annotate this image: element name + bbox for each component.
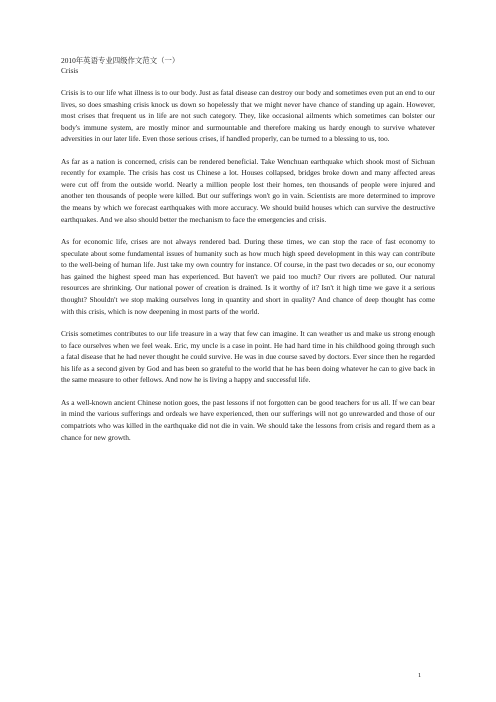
document-heading: 2010年英语专业四级作文范文（一）: [61, 56, 180, 65]
paragraph-3: As for economic life, crises are not always rendered bad. During these times, we can stop the race of fast economy to speculate about some fundamental issues of humanity such as how much high speed development in this way can contribute to the well-being of human life. Just take my own country for instance. Of course, in the past two decades or so, our economy has gained the highest speed man has experienced. But haven't we paid too much? Our rivers are polluted. Our natural resources are shrinking. Our national power of creation is drained. Is it worthy of it? Isn't it high time we gave it a serious thought? Shouldn't we stop making ourselves long in quantity and short in quality? And chance of deep thought has come with this crisis, which is now deepening in most parts of the world.: [61, 237, 435, 316]
document-body: [61, 56, 435, 454]
paragraph-2: As far as a nation is concerned, crisis can be rendered beneficial. Take Wenchuan earthquake which shook most of Sichuan recently for example. The crisis has cost us Chinese a lot. Houses collapsed, bridges broke down and many affected areas were cut off from the outside world. Nearly a million people lost their homes, ten thousands of people were injured and another ten thousands of people were killed. But our sufferings won't go in vain. Scientists are more determined to improve the means by which we forecast earthquakes with more accuracy. We should build houses which can survive the destructive earthquakes. And we also should better the mechanism to face the emergencies and crisis.: [61, 156, 435, 224]
essay-title: Crisis: [61, 66, 79, 76]
page-number: 1: [418, 672, 422, 679]
paragraph-5: As a well-known ancient Chinese notion goes, the past lessons if not forgotten can be good teachers for us all. If we can bear in mind the various sufferings and ordeals we have experienced, then our sufferings will not go unrewarded and those of our compatriots who was killed in the earthquake did not die in vain. We should take the lessons from crisis and regard them as a chance for new growth.: [61, 397, 435, 442]
paragraph-1: Crisis is to our life what illness is to our body. Just as fatal disease can destroy our body and sometimes even put an end to our lives, so does smashing crisis knock us down so hopelessly that we might never have chance of standing up again. However, most crises that frequent us in life are not such category. They, like occasional ailments which sometimes can bolster our body's immune system, are mostly minor and surmountable and therefore making us hardy enough to survive whatever adversities in our later life. Even those serious crises, if handled properly, can be turned to a blessing to us, too.: [61, 87, 435, 144]
paragraph-4: Crisis sometimes contributes to our life treasure in a way that few can imagine. It can weather us and make us strong enough to face ourselves when we feel weak. Eric, my uncle is a case in point. He had hard time in his childhood going through such a fatal disease that he had never thought he could survive. He was in due course saved by doctors. Ever since then he regarded his life as a second given by God and has been so grateful to the world that he has been doing whatever he can to give back in the same measure to other fellows. And now he is living a happy and successful life.: [61, 328, 435, 385]
